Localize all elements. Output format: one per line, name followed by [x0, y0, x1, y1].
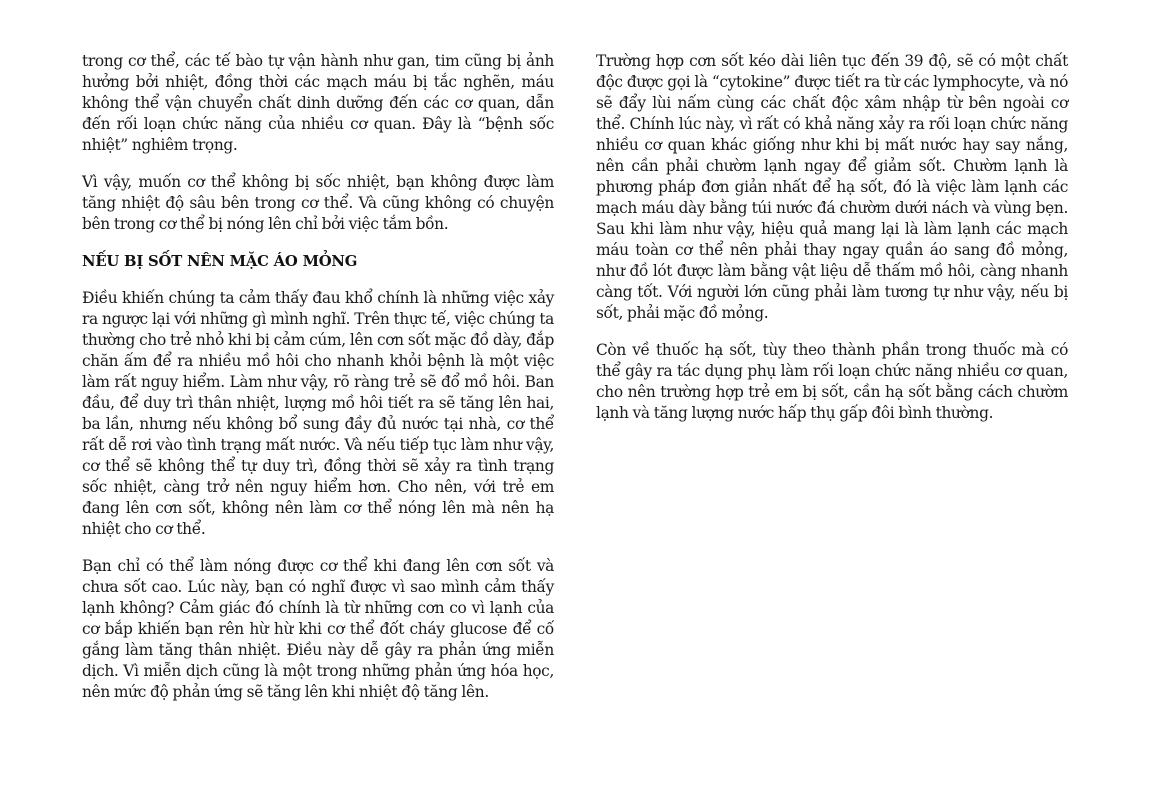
paragraph: Trường hợp cơn sốt kéo dài liên tục đến 39 độ, sẽ có một chất độc được gọi là “cytokine” được tiết ra từ các lymphocyte, và nó sẽ đẩy lùi nấm cùng các chất độc xâm nhập từ bên ngoài cơ thể. Chính lúc này, vì rất có khả năng xảy ra rối loạn chức năng nhiều cơ quan khác giống như khi bị mất nước hay say nắng, nên cần phải chườm lạnh ngay để giảm sốt. Chườm lạnh là phương pháp đơn giản nhất để hạ sốt, đó là việc làm lạnh các mạch máu dày bằng túi nước đá chườm dưới nách và vùng bẹn. Sau khi làm như vậy, hiệu quả mang lại là làm lạnh các mạch máu toàn cơ thể nên phải thay ngay quần áo sang đồ mỏng, như đồ lót được làm bằng vật liệu dễ thấm mồ hôi, càng nhanh càng tốt. Với người lớn cũng phải làm tương tự như vậy, nếu bị sốt, phải mặc đồ mỏng. [596, 52, 1068, 322]
paragraph: Bạn chỉ có thể làm nóng được cơ thể khi đang lên cơn sốt và chưa sốt cao. Lúc này, bạn có nghĩ được vì sao mình cảm thấy lạnh không? Cảm giác đó chính là từ những cơn co vì lạnh của cơ bắp khiến bạn rên hừ hừ khi cơ thể đốt cháy glucose để cố gắng làm tăng thân nhiệt. Điều này dễ gây ra phản ứng miễn dịch. Vì miễn dịch cũng là một trong những phản ứng hóa học, nên mức độ phản ứng sẽ tăng lên khi nhiệt độ tăng lên. [82, 557, 554, 701]
paragraph: Còn về thuốc hạ sốt, tùy theo thành phần trong thuốc mà có thể gây ra tác dụng phụ làm rối loạn chức năng nhiều cơ quan, cho nên trường hợp trẻ em bị sốt, cần hạ sốt bằng cách chườm lạnh và tăng lượng nước hấp thụ gấp đôi bình thường. [596, 341, 1068, 422]
left-text-column [82, 51, 554, 719]
right-text-column [596, 51, 1068, 440]
paragraph: Vì vậy, muốn cơ thể không bị sốc nhiệt, bạn không được làm tăng nhiệt độ sâu bên trong cơ thể. Và cũng không có chuyện bên trong cơ thể bị nóng lên chỉ bởi việc tắm bồn. [82, 173, 554, 233]
section-heading: NẾU BỊ SỐT NÊN MẶC ÁO MỎNG [82, 253, 358, 270]
paragraph: Điều khiến chúng ta cảm thấy đau khổ chính là những việc xảy ra ngược lại với những gì mình nghĩ. Trên thực tế, việc chúng ta thường cho trẻ nhỏ khi bị cảm cúm, lên cơn sốt mặc đồ dày, đắp chăn ấm để ra nhiều mồ hôi cho nhanh khỏi bệnh là một việc làm rất nguy hiểm. Làm như vậy, rõ ràng trẻ sẽ đổ mồ hôi. Ban đầu, để duy trì thân nhiệt, lượng mồ hôi tiết ra sẽ tăng lên hai, ba lần, nhưng nếu không bổ sung đầy đủ nước tại nhà, cơ thể rất dễ rơi vào tình trạng mất nước. Và nếu tiếp tục làm như vậy, cơ thể sẽ không thể tự duy trì, đồng thời sẽ xảy ra tình trạng sốc nhiệt, càng trở nên nguy hiểm hơn. Cho nên, với trẻ em đang lên cơn sốt, không nên làm cơ thể nóng lên mà nên hạ nhiệt cho cơ thể. [82, 289, 554, 538]
paragraph: trong cơ thể, các tế bào tự vận hành như gan, tim cũng bị ảnh hưởng bởi nhiệt, đồng thời các mạch máu bị tắc nghẽn, máu không thể vận chuyển chất dinh dưỡng đến các cơ quan, dẫn đến rối loạn chức năng của nhiều cơ quan. Đây là “bệnh sốc nhiệt” nghiêm trọng. [82, 52, 554, 154]
